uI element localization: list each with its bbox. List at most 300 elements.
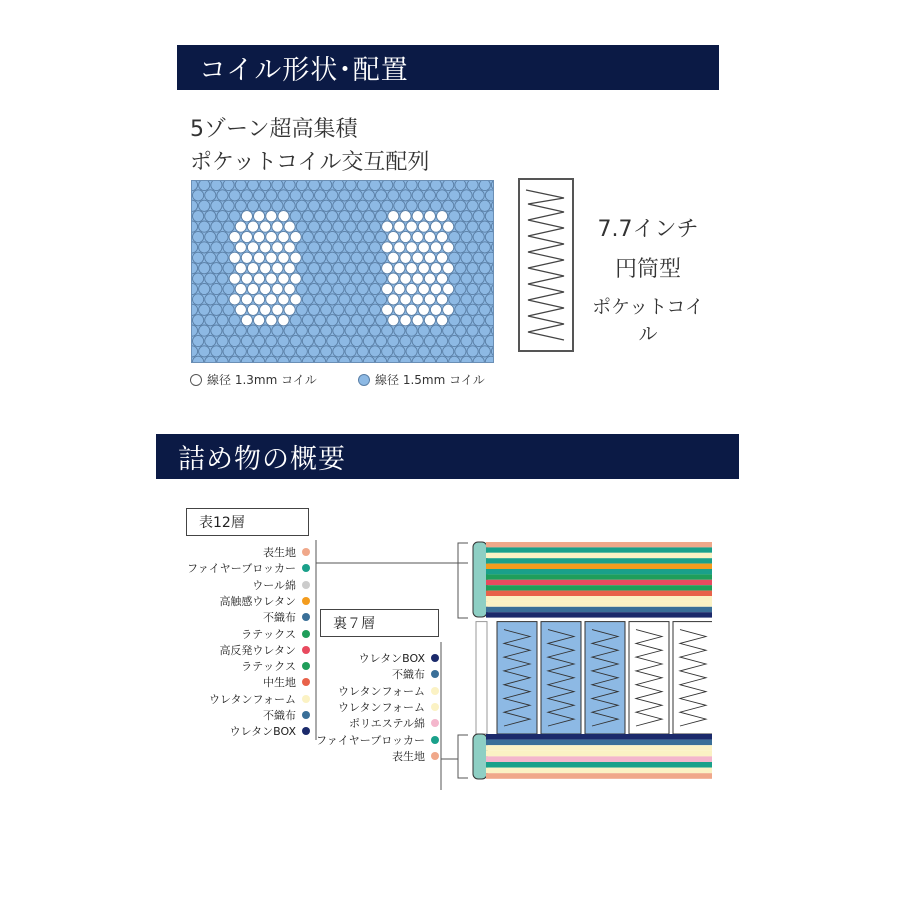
blue-coil (485, 211, 494, 222)
blue-coil (485, 252, 494, 263)
white-coil (254, 273, 265, 284)
top-layer-label: ウレタンフォーム (208, 692, 296, 706)
white-coil (235, 283, 246, 294)
blue-coil (357, 242, 368, 253)
blue-coil (412, 356, 423, 363)
blue-coil (296, 325, 307, 336)
filling-title: 詰め物の概要 (178, 444, 346, 475)
white-coil (235, 221, 246, 232)
blue-coil (223, 283, 234, 294)
white-coil (418, 283, 429, 294)
blue-coil-swatch (358, 374, 370, 386)
blue-coil (412, 190, 423, 201)
blue-coil (308, 263, 319, 274)
blue-coil (406, 181, 417, 191)
blue-coil (302, 252, 313, 263)
blue-coil (479, 283, 490, 294)
blue-coil (473, 335, 484, 346)
white-coil (229, 273, 240, 284)
white-coil (247, 221, 258, 232)
blue-coil (369, 242, 380, 253)
blue-coil (449, 315, 460, 326)
blue-coil (437, 190, 448, 201)
bottom-layer-label: ウレタンフォーム (337, 700, 425, 714)
blue-coil (321, 283, 332, 294)
blue-coil (473, 252, 484, 263)
coil-type: ポケットコイル (592, 296, 704, 345)
bottom-layer-row (338, 699, 439, 715)
blue-coil (199, 346, 210, 357)
blue-coil (461, 294, 472, 305)
blue-coil (357, 304, 368, 315)
white-coil (254, 231, 265, 242)
top-layer-stripe (486, 591, 712, 596)
blue-coil (296, 263, 307, 274)
white-coil (443, 283, 454, 294)
white-coil (400, 211, 411, 222)
blue-coil (327, 315, 338, 326)
blue-coil (193, 335, 204, 346)
blue-coil (400, 356, 411, 363)
blue-coil (369, 283, 380, 294)
blue-coil (308, 346, 319, 357)
blue-coil (205, 335, 216, 346)
blue-coil (369, 200, 380, 211)
blue-coil (241, 190, 252, 201)
top-layer-row (219, 593, 310, 609)
blue-coil (302, 356, 313, 363)
bottom-edge-cap (473, 734, 487, 779)
blue-coil (455, 242, 466, 253)
blue-coil (211, 181, 222, 191)
blue-coil (333, 325, 344, 336)
blue-coil (467, 283, 478, 294)
blue-coil (345, 200, 356, 211)
blue-coil (229, 315, 240, 326)
blue-coil (290, 190, 301, 201)
blue-coil (223, 346, 234, 357)
blue-coil (357, 181, 368, 191)
blue-coil (229, 190, 240, 201)
bottom-layer-stripe (486, 751, 712, 757)
white-coil (284, 221, 295, 232)
blue-coil (339, 231, 350, 242)
blue-coil (260, 200, 271, 211)
coil-shape-banner (177, 45, 719, 90)
blue-coil (363, 315, 374, 326)
blue-coil (296, 346, 307, 357)
coil-arrangement-diagram (191, 180, 494, 363)
blue-coil (467, 221, 478, 232)
white-coil (266, 231, 277, 242)
blue-coil (461, 252, 472, 263)
top-layer-dot (302, 597, 310, 605)
blue-coil (211, 263, 222, 274)
blue-coil (199, 263, 210, 274)
blue-coil (345, 242, 356, 253)
blue-coil (351, 335, 362, 346)
top-edge-cap (473, 542, 487, 617)
bottom-layer-dot (431, 752, 439, 760)
blue-coil (321, 181, 332, 191)
white-coil (382, 242, 393, 253)
blue-coil (485, 315, 494, 326)
blue-coil (333, 221, 344, 232)
blue-coil (339, 190, 350, 201)
blue-coil (376, 190, 387, 201)
blue-coil (266, 356, 277, 363)
bottom-layer-stripe (486, 768, 712, 774)
blue-coil (485, 231, 494, 242)
blue-coil (229, 335, 240, 346)
blue-coil (455, 263, 466, 274)
white-coil (443, 242, 454, 253)
blue-coil (351, 190, 362, 201)
white-coil (278, 231, 289, 242)
white-coil (406, 263, 417, 274)
blue-coil (223, 200, 234, 211)
blue-coil (205, 231, 216, 242)
blue-coil (308, 221, 319, 232)
blue-coil (473, 273, 484, 284)
white-coil (266, 273, 277, 284)
white-coil (388, 315, 399, 326)
arrangement-subtitle: ポケットコイル交互配列 (190, 150, 430, 175)
blue-coil (321, 346, 332, 357)
blue-coil (473, 315, 484, 326)
white-coil (241, 273, 252, 284)
top-layer-label: ラテックス (241, 660, 296, 674)
blue-coil (278, 356, 289, 363)
white-coil (272, 283, 283, 294)
blue-coil (211, 242, 222, 253)
blue-coil (479, 304, 490, 315)
top-layer-label: ウレタンBOX (229, 725, 296, 739)
white-coil (412, 273, 423, 284)
blue-coil (321, 221, 332, 232)
top-layer-label: 不織布 (263, 611, 296, 625)
blue-coil (254, 335, 265, 346)
white-coil (284, 242, 295, 253)
blue-coil (479, 200, 490, 211)
legend-thin-coil-label: 線径 1.3mm コイル (207, 373, 317, 387)
blue-coil (418, 200, 429, 211)
blue-coil (339, 356, 350, 363)
top-layer-stripe (486, 558, 712, 563)
blue-coil (315, 315, 326, 326)
blue-coil (485, 294, 494, 305)
blue-coil (443, 181, 454, 191)
top-layers-title: 表12層 (186, 508, 309, 536)
white-coil (247, 283, 258, 294)
bottom-layer-label: 表生地 (392, 749, 425, 763)
blue-coil (308, 325, 319, 336)
top-layer-label: ファイヤーブロッカー (186, 562, 296, 576)
spring-illustration (518, 178, 574, 352)
blue-coil (394, 325, 405, 336)
blue-coil (437, 335, 448, 346)
top-layer-stripe (486, 596, 712, 601)
white-coil (418, 304, 429, 315)
bottom-layers-list (280, 650, 439, 790)
blue-coil (351, 211, 362, 222)
blue-coil (327, 294, 338, 305)
white-coil (430, 283, 441, 294)
white-coil (400, 231, 411, 242)
white-coil (437, 294, 448, 305)
white-coil (412, 211, 423, 222)
white-coil (284, 283, 295, 294)
white-coil (424, 294, 435, 305)
bottom-layer-label: ウレタンフォーム (337, 684, 425, 698)
bottom-layer-row (392, 666, 439, 682)
white-coil (400, 273, 411, 284)
top-layer-dot (302, 613, 310, 621)
blue-coil (394, 346, 405, 357)
white-coil (437, 231, 448, 242)
white-coil (284, 263, 295, 274)
blue-coil (406, 346, 417, 357)
white-coil (229, 252, 240, 263)
blue-coil (369, 304, 380, 315)
blue-coil (296, 283, 307, 294)
top-layer-stripe (486, 607, 712, 612)
blue-coil (363, 211, 374, 222)
white-coil (229, 294, 240, 305)
blue-coil (193, 356, 204, 363)
white-coil (394, 304, 405, 315)
blue-coil (351, 356, 362, 363)
blue-coil (424, 190, 435, 201)
blue-coil (327, 231, 338, 242)
white-coil (382, 263, 393, 274)
blue-coil (260, 346, 271, 357)
blue-coil (217, 273, 228, 284)
white-coil (400, 294, 411, 305)
blue-coil (223, 242, 234, 253)
white-coil (254, 315, 265, 326)
bottom-layer-stripe (486, 745, 712, 751)
bottom-layer-stripe (486, 740, 712, 746)
blue-coil (473, 294, 484, 305)
bottom-layer-stripe (486, 756, 712, 762)
white-coil (382, 304, 393, 315)
white-coil (418, 263, 429, 274)
white-coil (412, 252, 423, 263)
white-coil (443, 304, 454, 315)
white-coil (272, 304, 283, 315)
blue-coil (315, 335, 326, 346)
blue-coil (461, 315, 472, 326)
blue-coil (217, 190, 228, 201)
blue-coil (199, 325, 210, 336)
blue-coil (400, 190, 411, 201)
blue-coil (485, 335, 494, 346)
blue-coil (461, 356, 472, 363)
white-coil-swatch (190, 374, 202, 386)
blue-coil (205, 211, 216, 222)
white-coil (260, 242, 271, 253)
blue-coil (382, 346, 393, 357)
blue-coil (424, 335, 435, 346)
blue-coil (333, 242, 344, 253)
blue-coil (388, 190, 399, 201)
white-coil (260, 221, 271, 232)
blue-coil (327, 190, 338, 201)
blue-coil (339, 252, 350, 263)
blue-coil (290, 315, 301, 326)
blue-coil (455, 325, 466, 336)
blue-coil (211, 304, 222, 315)
blue-coil (479, 346, 490, 357)
white-coil (266, 294, 277, 305)
blue-coil (461, 190, 472, 201)
blue-coil (217, 356, 228, 363)
blue-coil (217, 335, 228, 346)
blue-coil (205, 356, 216, 363)
blue-coil (321, 200, 332, 211)
blue-coil (443, 200, 454, 211)
top-layer-stripe (486, 601, 712, 606)
blue-coil (345, 325, 356, 336)
white-coil (430, 242, 441, 253)
blue-coil (205, 190, 216, 201)
blue-coil (443, 346, 454, 357)
blue-coil (455, 283, 466, 294)
blue-coil (412, 335, 423, 346)
white-coil (424, 315, 435, 326)
top-layer-stripe (486, 547, 712, 552)
blue-coil (449, 294, 460, 305)
top-layer-stripe (486, 612, 712, 617)
blue-coil (247, 346, 258, 357)
top-layer-stripe (486, 542, 712, 547)
blue-coil (302, 273, 313, 284)
filling-banner (156, 434, 739, 479)
white-coil (437, 211, 448, 222)
blue-coil (382, 181, 393, 191)
blue-coil (296, 200, 307, 211)
white-coil (278, 294, 289, 305)
blue-coil (223, 181, 234, 191)
white-coil (388, 211, 399, 222)
blue-coil (479, 181, 490, 191)
white-coil (406, 304, 417, 315)
blue-coil (284, 181, 295, 191)
blue-coil (333, 263, 344, 274)
white-coil (424, 252, 435, 263)
white-coil (266, 315, 277, 326)
blue-coil (479, 325, 490, 336)
blue-coil (193, 231, 204, 242)
blue-coil (308, 200, 319, 211)
blue-coil (351, 294, 362, 305)
blue-coil (272, 200, 283, 211)
blue-coil (473, 190, 484, 201)
blue-coil (449, 211, 460, 222)
blue-coil (376, 294, 387, 305)
coil-pattern (192, 181, 494, 363)
blue-coil (254, 190, 265, 201)
white-coil (254, 294, 265, 305)
bottom-layer-row (338, 683, 439, 699)
blue-coil (376, 231, 387, 242)
bottom-layer-dot (431, 736, 439, 744)
blue-coil (345, 263, 356, 274)
white-coil (235, 304, 246, 315)
white-coil (437, 252, 448, 263)
blue-coil (394, 181, 405, 191)
blue-coil (278, 335, 289, 346)
blue-coil (363, 356, 374, 363)
blue-coil (278, 190, 289, 201)
blue-coil (455, 221, 466, 232)
top-layer-row (263, 609, 310, 625)
blue-coil (345, 181, 356, 191)
blue-coil (376, 335, 387, 346)
blue-coil (485, 190, 494, 201)
white-coil (437, 273, 448, 284)
blue-coil (369, 263, 380, 274)
legend-thick-coil-label: 線径 1.5mm コイル (375, 373, 485, 387)
blue-coil (327, 335, 338, 346)
blue-coil (296, 304, 307, 315)
blue-coil (467, 242, 478, 253)
white-coil (394, 283, 405, 294)
blue-coil (284, 346, 295, 357)
white-coil (290, 252, 301, 263)
blue-coil (333, 181, 344, 191)
white-coil (278, 252, 289, 263)
blue-coil (205, 315, 216, 326)
bottom-layer-row (316, 732, 439, 748)
blue-coil (223, 263, 234, 274)
blue-coil (357, 263, 368, 274)
white-coil (260, 263, 271, 274)
blue-coil (266, 190, 277, 201)
layer-stack (440, 535, 712, 785)
blue-coil (308, 242, 319, 253)
top-layer-row (187, 560, 310, 576)
blue-coil (418, 346, 429, 357)
white-coil (241, 231, 252, 242)
legend-thick-coil (358, 371, 485, 388)
blue-coil (406, 325, 417, 336)
blue-coil (430, 200, 441, 211)
white-coil (235, 242, 246, 253)
blue-coil (315, 294, 326, 305)
blue-coil (247, 200, 258, 211)
top-layer-stripe (486, 569, 712, 574)
white-coil (266, 211, 277, 222)
white-coil (400, 315, 411, 326)
blue-coil (357, 283, 368, 294)
blue-coil (315, 190, 326, 201)
white-coil (412, 231, 423, 242)
white-coil (290, 294, 301, 305)
blue-coil (363, 252, 374, 263)
white-coil (394, 242, 405, 253)
white-coil (400, 252, 411, 263)
side-border (476, 622, 487, 734)
white-coil (424, 231, 435, 242)
blue-coil (449, 231, 460, 242)
blue-coil (376, 356, 387, 363)
blue-coil (339, 315, 350, 326)
blue-coil (260, 325, 271, 336)
blue-coil (199, 304, 210, 315)
blue-coil (461, 335, 472, 346)
